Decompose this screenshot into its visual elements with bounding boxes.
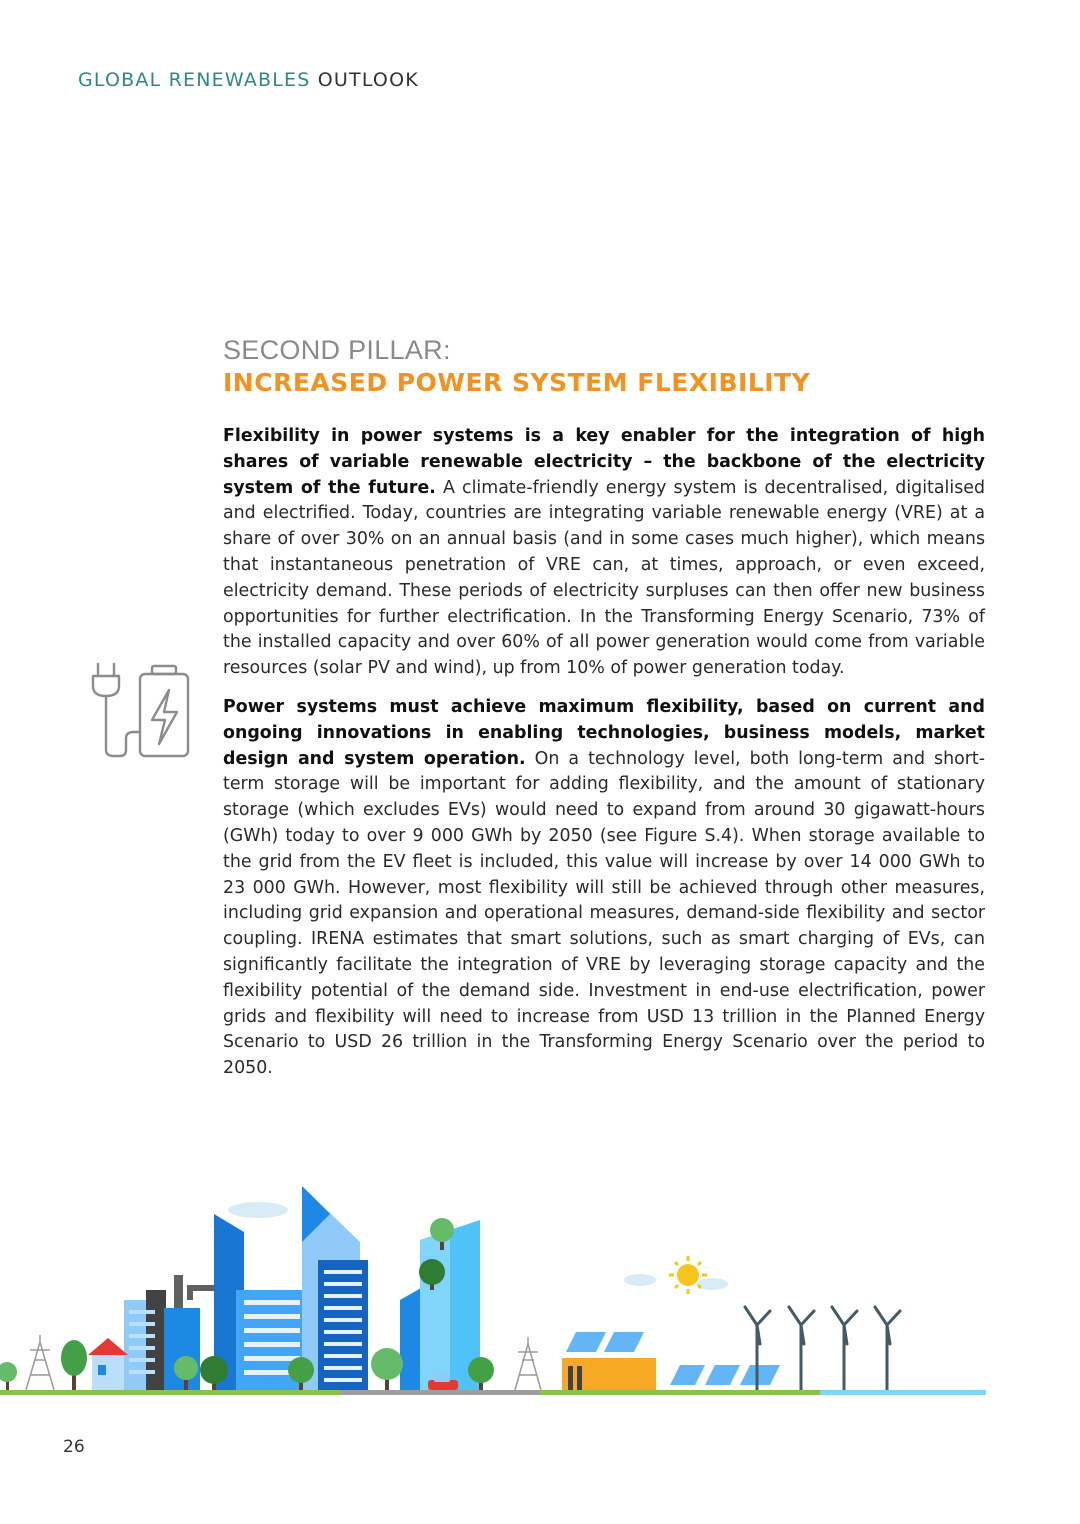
paragraph-2-lead: Power systems must achieve maximum flexibility, based on current and ongoing innovations in enabling technologies, business models, market design and system operation. bbox=[223, 696, 985, 769]
running-header bbox=[78, 69, 419, 91]
paragraph-2 bbox=[223, 695, 985, 1082]
page-number: 26 bbox=[63, 1437, 85, 1457]
section-headline: INCREASED POWER SYSTEM FLEXIBILITY bbox=[223, 368, 811, 397]
plug-battery-icon bbox=[90, 662, 192, 760]
paragraph-2-text: On a technology level, both long-term and short-term storage will be important for adding flexibility, and the amount of stationary storage (which excludes EVs) would need to expand from around 30 gigawatt-hours (GWh) today to over 9 000 GWh by 2050 (see Figure S.4). When storage available to the grid from the EV fleet is included, this value will increase by over 14 000 GWh to 23 000 GWh. However, most flexibility will still be achieved through other measures, including grid expansion and operational measures, demand-side flexibility and sector coupling. IRENA estimates that smart solutions, such as smart charging of EVs, can significantly facilitate the integration of VRE by leveraging storage capacity and the flexibility potential of the demand side. Investment in end-use electrification, power grids and flexibility will need to increase from USD 13 trillion in the Planned Energy Scenario to USD 26 trillion in the Transforming Energy Scenario over the period to 2050. bbox=[223, 748, 985, 1079]
paragraph-1-lead: Flexibility in power systems is a key enabler for the integration of high shares of variable renewable electricity – the backbone of the electricity system of the future. bbox=[223, 426, 985, 498]
running-header-outlook: OUTLOOK bbox=[317, 69, 419, 91]
section-kicker: SECOND PILLAR: bbox=[223, 335, 451, 365]
body-text bbox=[223, 424, 985, 1095]
paragraph-1 bbox=[223, 424, 985, 682]
paragraph-1-text: A climate-friendly energy system is decentralised, digitalised and electrified. Today, countries are integrating variable renewable energy (VRE) at a share of over 30% on an annual basis (and in some cases much higher), which means that instantaneous penetration of VRE can, at times, approach, or even exceed, electricity demand. These periods of electricity surpluses can then offer new business opportunities for further electrification. In the Transforming Energy Scenario, 73% of the installed capacity and over 60% of all power generation would come from variable resources (solar PV and wind), up from 10% of power generation today. bbox=[223, 477, 985, 679]
renewable-city-illustration bbox=[0, 1180, 990, 1400]
running-header-publication: GLOBAL RENEWABLES bbox=[78, 69, 311, 91]
section-title-block bbox=[223, 334, 810, 400]
